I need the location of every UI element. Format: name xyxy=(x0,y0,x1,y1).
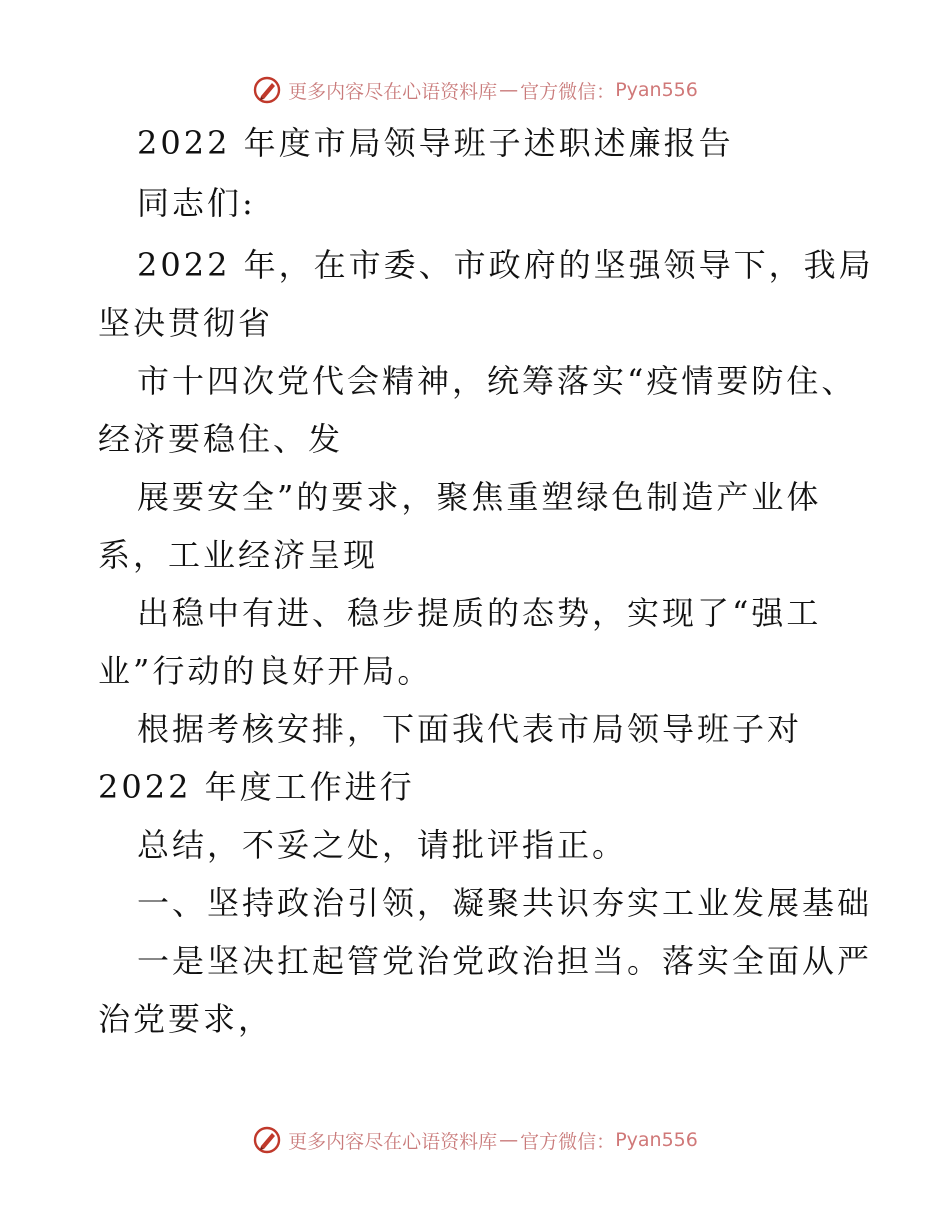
watermark-label: 官方微信： xyxy=(520,80,616,103)
watermark-id: Pyan556 xyxy=(615,1129,698,1151)
watermark-separator: — xyxy=(499,1129,519,1151)
text-line: 坚决贯彻省 xyxy=(98,304,274,342)
text-line: 治党要求， xyxy=(98,1000,274,1038)
document-title: 2022 年度市局领导班子述职述廉报告 xyxy=(137,124,734,162)
text-line: 展要安全”的要求，聚焦重塑绿色制造产业体 xyxy=(137,478,822,516)
text-line: 系，工业经济呈现 xyxy=(98,536,379,574)
watermark-separator: — xyxy=(499,79,519,101)
text-line: 根据考核安排，下面我代表市局领导班子对 xyxy=(137,710,803,748)
section-heading: 一、坚持政治引领，凝聚共识夯实工业发展基础 xyxy=(137,884,873,922)
text-line: 2022 年，在市委、市政府的坚强领导下，我局 xyxy=(137,246,874,284)
salutation: 同志们: xyxy=(137,184,256,222)
watermark-text: 更多内容尽在心语资料库 xyxy=(288,80,498,103)
text-line: 2022 年度工作进行 xyxy=(98,768,415,806)
text-line: 一是坚决扛起管党治党政治担当。落实全面从严 xyxy=(137,942,873,980)
text-line: 出稳中有进、稳步提质的态势，实现了“强工 xyxy=(137,594,822,632)
watermark-id: Pyan556 xyxy=(615,79,698,101)
pen-logo-icon xyxy=(252,75,282,105)
watermark-label: 官方微信： xyxy=(520,1130,616,1153)
text-line: 业”行动的良好开局。 xyxy=(98,652,433,690)
text-line: 经济要稳住、发 xyxy=(98,420,344,458)
watermark-footer xyxy=(0,1120,950,1160)
watermark-header xyxy=(0,70,950,110)
text-line: 总结，不妥之处，请批评指正。 xyxy=(137,826,628,864)
text-line: 市十四次党代会精神，统筹落实“疫情要防住、 xyxy=(137,362,857,400)
pen-logo-icon xyxy=(252,1125,282,1155)
watermark-text: 更多内容尽在心语资料库 xyxy=(288,1130,498,1153)
